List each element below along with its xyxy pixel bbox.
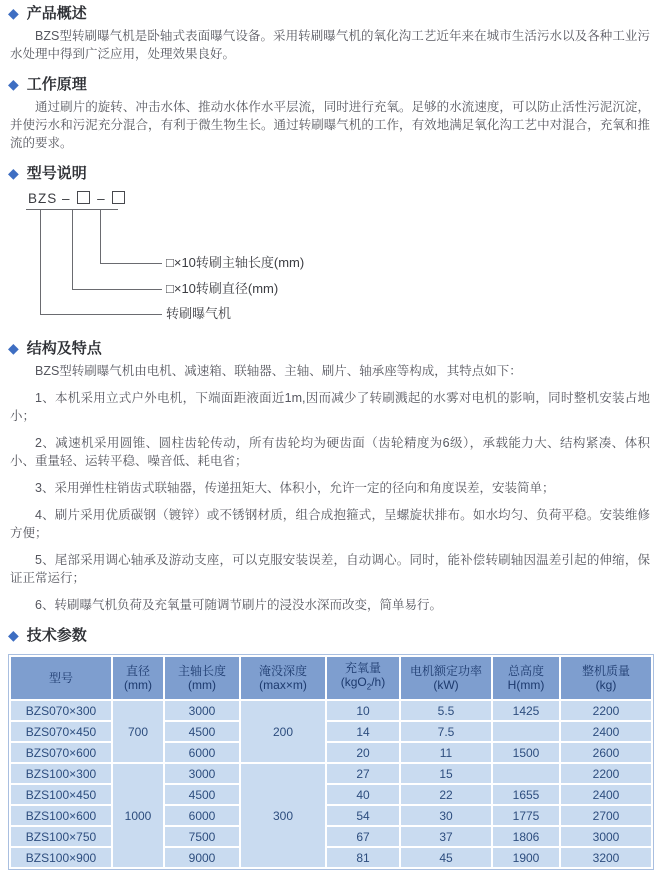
table-row xyxy=(11,806,651,825)
model-placeholder-box-icon xyxy=(77,191,90,204)
header-unit: H(mm) xyxy=(507,678,545,692)
feature-item-1: 1、本机采用立式户外电机，下端面距液面近1m,因而减少了转刷溅起的水雾对电机的影响，同时整机安装占地小； xyxy=(10,391,650,423)
table-row xyxy=(11,743,651,762)
cell-weight: 2600 xyxy=(561,743,651,762)
col-header-model xyxy=(11,657,111,699)
cell-oxygen: 40 xyxy=(327,785,399,804)
table-row xyxy=(11,848,651,867)
diagram-vertical-line xyxy=(40,209,41,314)
col-header-oxygen-capacity xyxy=(327,657,399,699)
cell-shaft-length: 6000 xyxy=(165,743,239,762)
cell-power: 22 xyxy=(401,785,491,804)
diagram-vertical-line xyxy=(72,209,73,289)
cell-shaft-length: 3000 xyxy=(165,764,239,783)
header-label: 电机额定功率 xyxy=(409,664,482,678)
table-row xyxy=(11,764,651,783)
cell-oxygen: 81 xyxy=(327,848,399,867)
diamond-bullet-icon: ◆ xyxy=(8,76,19,92)
col-header-shaft-length xyxy=(165,657,239,699)
cell-model: BZS100×600 xyxy=(11,806,111,825)
cell-model: BZS070×600 xyxy=(11,743,111,762)
cell-oxygen: 20 xyxy=(327,743,399,762)
cell-oxygen: 10 xyxy=(327,701,399,720)
cell-power: 11 xyxy=(401,743,491,762)
cell-shaft-length: 4500 xyxy=(165,722,239,741)
header-unit: (kg) xyxy=(595,678,617,692)
header-unit: (mm) xyxy=(188,678,216,692)
cell-height: 1500 xyxy=(493,743,559,762)
feature-item-6: 6、转刷曝气机负荷及充氧量可随调节刷片的浸没水深而改变，简单易行。 xyxy=(35,598,442,612)
model-separator: – xyxy=(97,191,106,206)
section-heading-model xyxy=(8,165,652,183)
cell-power: 7.5 xyxy=(401,722,491,741)
cell-weight: 3000 xyxy=(561,827,651,846)
feature-item-2: 2、减速机采用圆锥、圆柱齿轮传动，所有齿轮均为硬齿面（齿轮精度为6级），承载能力大、结构紧凑、体积小、重量轻、运转平稳、噪音低、耗电省； xyxy=(10,436,650,468)
section-heading-features xyxy=(8,340,652,358)
col-header-total-height xyxy=(493,657,559,699)
diagram-label-shaft-length: □×10转刷主轴长度(mm) xyxy=(166,255,305,270)
model-code-diagram xyxy=(0,187,660,327)
cell-diameter: 700 xyxy=(113,701,163,762)
cell-model: BZS070×450 xyxy=(11,722,111,741)
col-header-submersion-depth xyxy=(241,657,325,699)
cell-power: 30 xyxy=(401,806,491,825)
unit-subscript: 2 xyxy=(366,682,372,692)
header-label: 主轴长度 xyxy=(177,664,226,678)
header-label: 型号 xyxy=(48,671,73,685)
cell-depth: 300 xyxy=(241,764,325,867)
header-label: 直径 xyxy=(125,664,150,678)
col-header-motor-power xyxy=(401,657,491,699)
header-label: 充氧量 xyxy=(344,661,381,676)
cell-power: 5.5 xyxy=(401,701,491,720)
table-row xyxy=(11,722,651,741)
cell-depth: 200 xyxy=(241,701,325,762)
technical-parameters-table xyxy=(8,654,654,870)
header-label: 总高度 xyxy=(507,664,544,678)
diagram-label-machine: 转刷曝气机 xyxy=(166,306,232,321)
cell-weight: 2200 xyxy=(561,701,651,720)
cell-shaft-length: 9000 xyxy=(165,848,239,867)
model-placeholder-box-icon xyxy=(112,191,125,204)
section-heading-principle xyxy=(8,76,652,94)
diamond-bullet-icon: ◆ xyxy=(8,5,19,21)
model-separator: – xyxy=(62,191,71,206)
cell-oxygen: 67 xyxy=(327,827,399,846)
overview-paragraph: BZS型转刷曝气机是卧轴式表面曝气设备。采用转刷曝气机的氧化沟工艺近年来在城市生活污水以及各种工业污水处理中得到广泛应用，处理效果良好。 xyxy=(10,29,650,61)
cell-height: 1900 xyxy=(493,848,559,867)
section-title-overview: 产品概述 xyxy=(26,5,87,22)
cell-shaft-length: 3000 xyxy=(165,701,239,720)
cell-weight: 2400 xyxy=(561,722,651,741)
col-header-diameter xyxy=(113,657,163,699)
features-intro: BZS型转刷曝气机由电机、减速箱、联轴器、主轴、刷片、轴承座等构成，其特点如下： xyxy=(35,364,522,378)
model-code-line xyxy=(28,191,127,206)
section-title-features: 结构及特点 xyxy=(26,340,102,357)
cell-height xyxy=(493,764,559,783)
table-row xyxy=(11,827,651,846)
cell-shaft-length: 7500 xyxy=(165,827,239,846)
section-heading-specs xyxy=(8,627,652,645)
diagram-horizontal-line xyxy=(72,289,162,290)
diagram-horizontal-line xyxy=(100,263,162,264)
cell-model: BZS100×450 xyxy=(11,785,111,804)
cell-height: 1655 xyxy=(493,785,559,804)
cell-oxygen: 54 xyxy=(327,806,399,825)
cell-height: 1806 xyxy=(493,827,559,846)
section-heading-overview xyxy=(8,5,652,23)
section-title-model: 型号说明 xyxy=(26,165,87,182)
cell-model: BZS070×300 xyxy=(11,701,111,720)
cell-weight: 2200 xyxy=(561,764,651,783)
cell-weight: 3200 xyxy=(561,848,651,867)
cell-oxygen: 27 xyxy=(327,764,399,783)
header-unit: (mm) xyxy=(124,678,152,692)
table-row xyxy=(11,701,651,720)
diagram-horizontal-line xyxy=(40,314,162,315)
unit-prefix: (kgO xyxy=(340,675,367,690)
model-prefix: BZS xyxy=(28,191,58,206)
cell-power: 15 xyxy=(401,764,491,783)
cell-height: 1425 xyxy=(493,701,559,720)
diamond-bullet-icon: ◆ xyxy=(8,340,19,356)
diagram-vertical-line xyxy=(100,209,101,263)
feature-item-4: 4、刷片采用优质碳钢（镀锌）或不锈钢材质，组合成抱箍式，呈螺旋状排布。如水均匀、负荷平稳。安装维修方便； xyxy=(10,508,650,540)
cell-height xyxy=(493,722,559,741)
diamond-bullet-icon: ◆ xyxy=(8,627,19,643)
cell-weight: 2700 xyxy=(561,806,651,825)
cell-diameter: 1000 xyxy=(113,764,163,867)
header-unit: (max×m) xyxy=(259,678,307,692)
unit-suffix: /h) xyxy=(371,675,386,690)
cell-model: BZS100×750 xyxy=(11,827,111,846)
cell-shaft-length: 6000 xyxy=(165,806,239,825)
cell-weight: 2400 xyxy=(561,785,651,804)
header-label: 淹没深度 xyxy=(258,664,307,678)
catalog-page xyxy=(0,5,660,865)
feature-item-3: 3、采用弹性柱销齿式联轴器，传递扭矩大、体积小，允许一定的径向和角度误差，安装简单； xyxy=(35,481,555,495)
header-unit xyxy=(328,675,398,694)
col-header-machine-weight xyxy=(561,657,651,699)
cell-power: 45 xyxy=(401,848,491,867)
diamond-bullet-icon: ◆ xyxy=(8,165,19,181)
section-title-specs: 技术参数 xyxy=(26,627,87,644)
cell-shaft-length: 4500 xyxy=(165,785,239,804)
cell-oxygen: 14 xyxy=(327,722,399,741)
cell-model: BZS100×300 xyxy=(11,764,111,783)
cell-height: 1775 xyxy=(493,806,559,825)
table-row xyxy=(11,785,651,804)
diagram-label-diameter: □×10转刷直径(mm) xyxy=(166,281,279,296)
section-title-principle: 工作原理 xyxy=(26,76,87,93)
feature-item-5: 5、尾部采用调心轴承及游动支座，可以克服安装误差，自动调心。同时，能补偿转刷轴因温差引起的伸缩，保证正常运行； xyxy=(10,553,650,585)
cell-model: BZS100×900 xyxy=(11,848,111,867)
principle-paragraph: 通过刷片的旋转、冲击水体、推动水体作水平层流，同时进行充氧。足够的水流速度，可以防止活性污泥沉淀，并使污水和污泥充分混合，有利于微生物生长。通过转刷曝气机的工作，有效地满足氧化沟工艺中对混合，充氧和推流的要求。 xyxy=(10,100,650,150)
header-unit: (kW) xyxy=(433,678,459,692)
table-header-row xyxy=(11,657,651,699)
cell-power: 37 xyxy=(401,827,491,846)
header-label: 整机质量 xyxy=(581,664,630,678)
